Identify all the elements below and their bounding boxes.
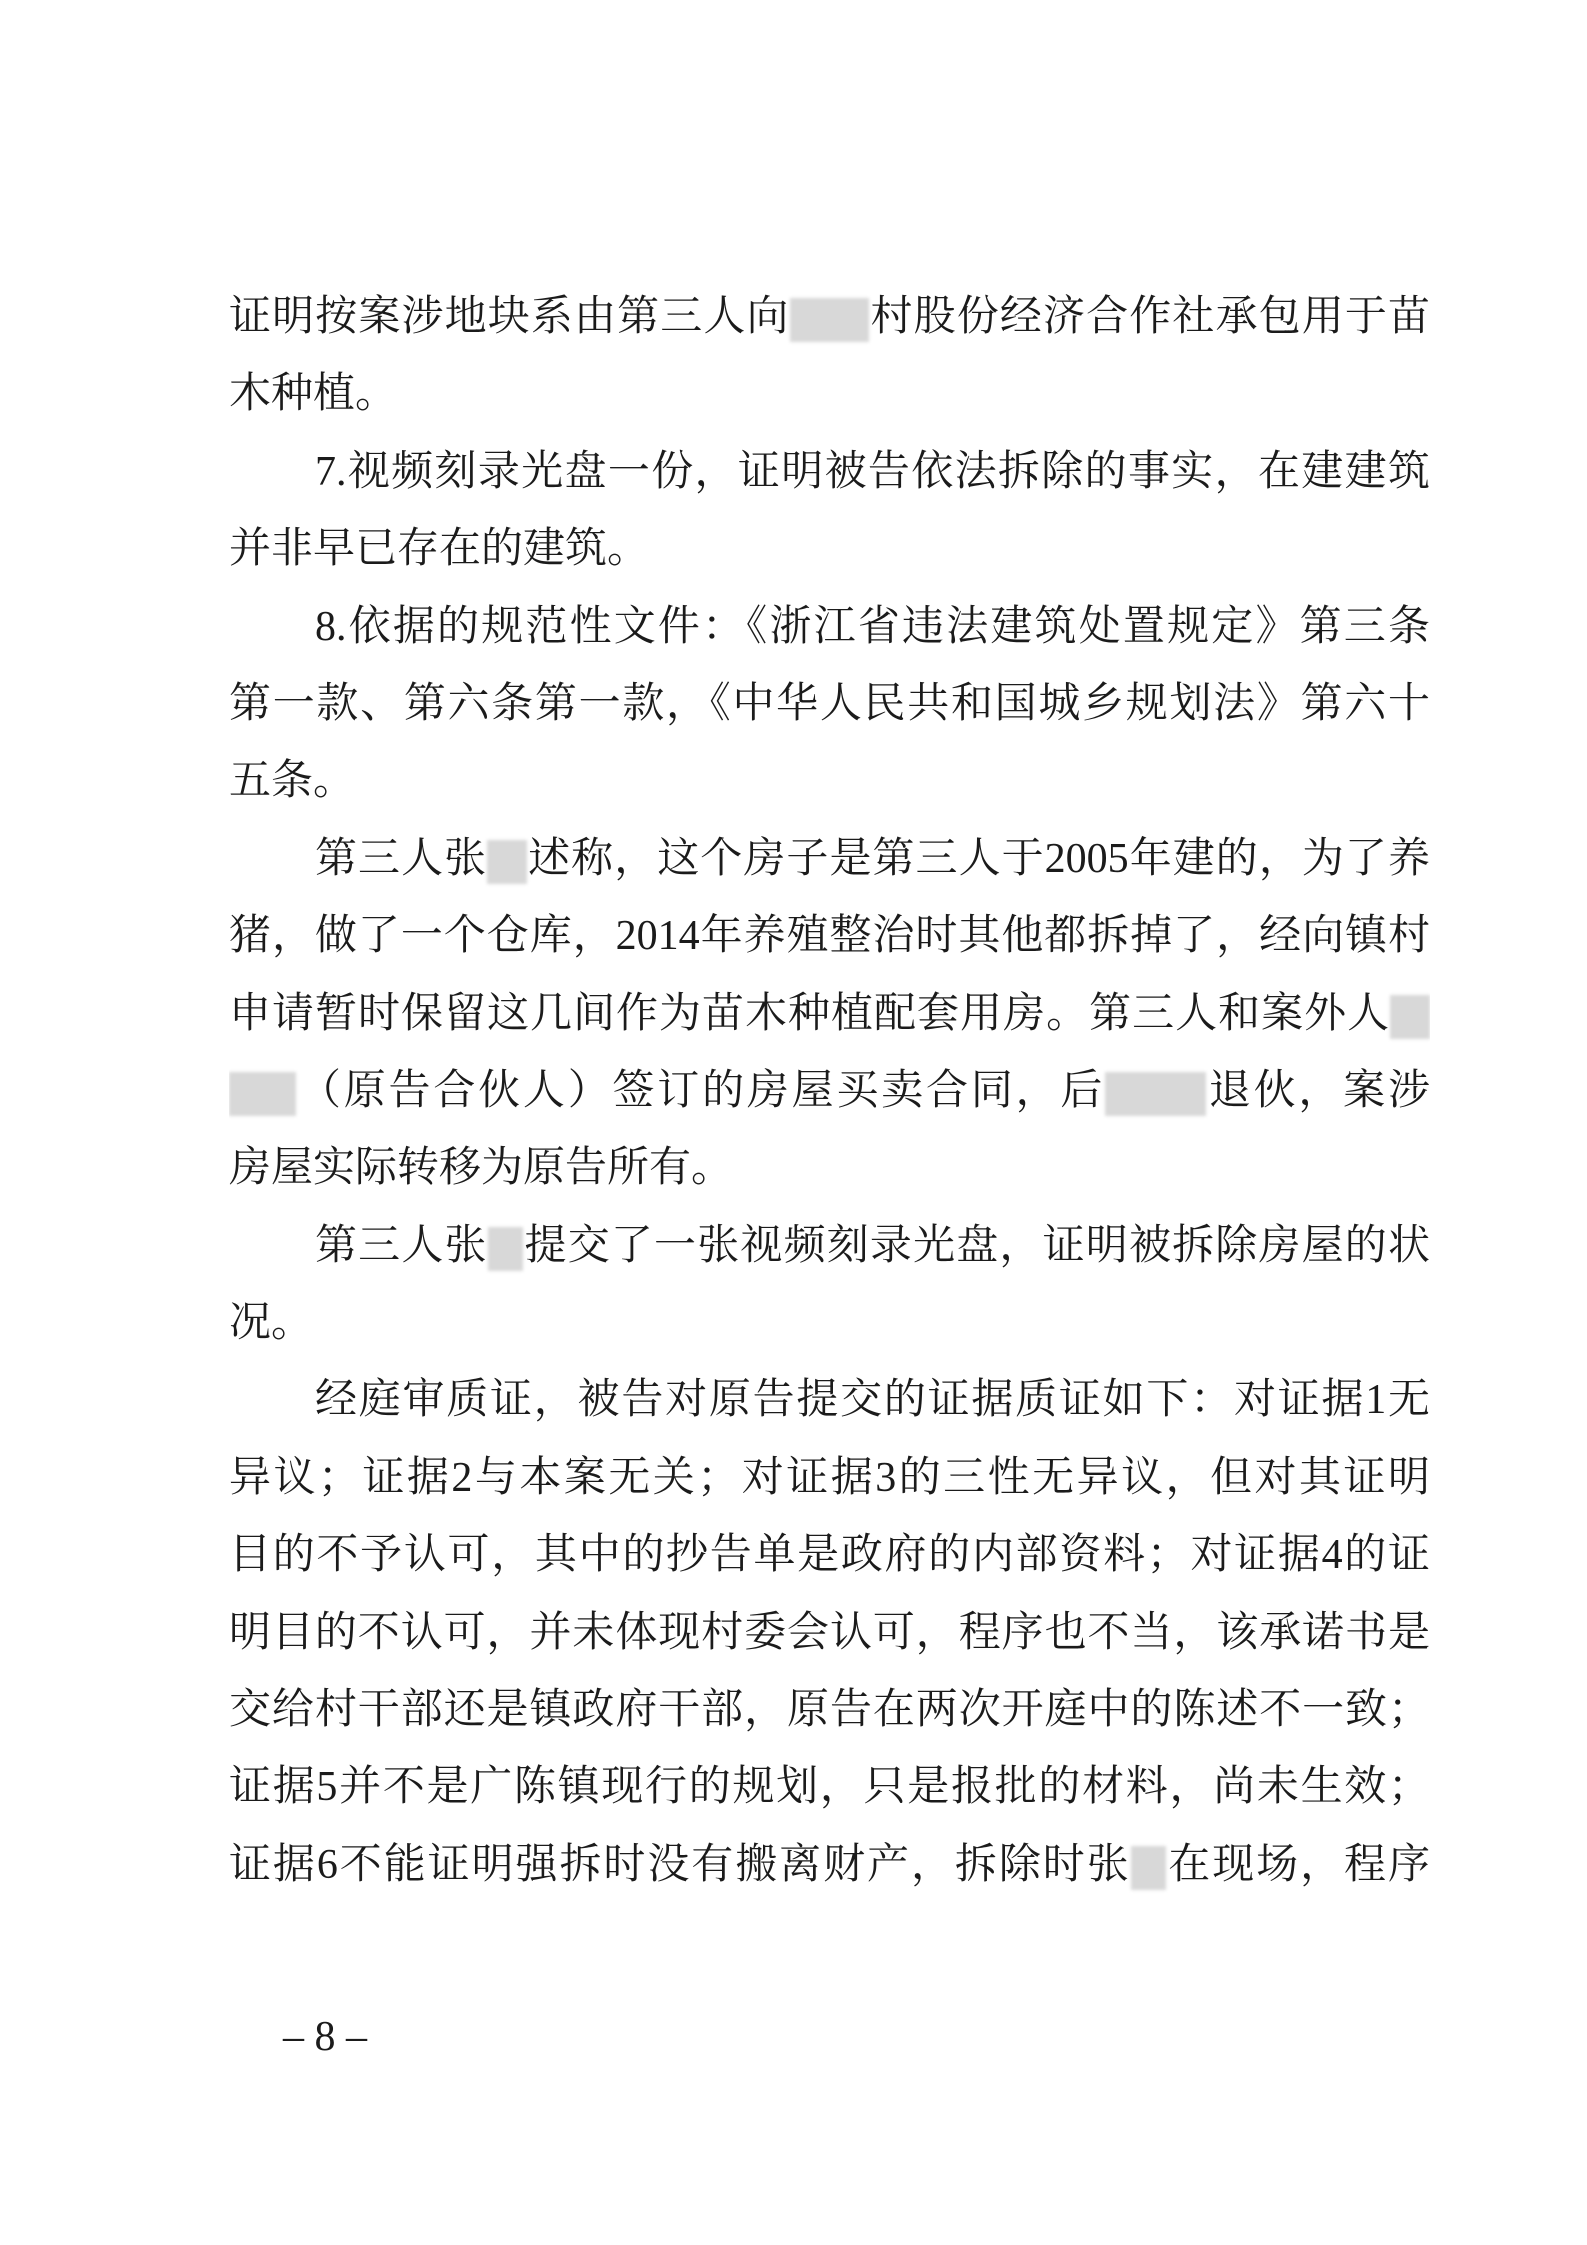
redaction-mark (1131, 1846, 1167, 1890)
redaction-mark (488, 1227, 524, 1271)
text-line (229, 743, 1430, 820)
text-segment: 第三人张 (315, 1222, 488, 1269)
text-line (229, 1749, 1430, 1826)
text-segment: 况。 (229, 1300, 314, 1347)
text-line (229, 898, 1430, 975)
text-segment: 并非早已存在的建筑。 (229, 526, 650, 573)
text-segment: 目的不予认可，其中的抄告单是政府的内部资料；对证据4的证 (229, 1532, 1430, 1579)
text-segment: 房屋实际转移为原告所有。 (229, 1145, 734, 1192)
text-line (229, 1672, 1430, 1749)
text-line (229, 821, 1430, 898)
text-segment: 第三人张 (315, 835, 488, 882)
text-segment: 申请暂时保留这几间作为苗木种植配套用房。第三人和案外人 (229, 990, 1391, 1037)
text-segment: 7.视频刻录光盘一份，证明被告依法拆除的事实，在建建筑 (315, 448, 1430, 495)
text-segment: 在现场，程序 (1166, 1841, 1430, 1888)
text-line (229, 666, 1430, 743)
text-segment: 明目的不认可，并未体现村委会认可，程序也不当，该承诺书是 (229, 1609, 1430, 1656)
text-line (229, 279, 1430, 356)
text-segment: 退伙，案涉 (1206, 1067, 1430, 1114)
text-segment: 8.依据的规范性文件：《浙江省违法建筑处置规定》第三条 (315, 603, 1430, 650)
text-segment: 五条。 (229, 758, 356, 805)
text-line (229, 356, 1430, 433)
page-number: – 8 – (283, 2014, 367, 2060)
text-line (229, 1517, 1430, 1594)
text-line (229, 1053, 1430, 1130)
text-segment: 述称，这个房子是第三人于2005年建的，为了养 (527, 835, 1430, 882)
text-line (229, 1440, 1430, 1517)
text-segment: 木种植。 (229, 371, 398, 418)
text-line (229, 1362, 1430, 1439)
text-segment: 证据6不能证明强拆时没有搬离财产，拆除时张 (229, 1841, 1131, 1888)
text-line (229, 1130, 1430, 1207)
text-segment: 异议；证据2与本案无关；对证据3的三性无异议，但对其证明 (229, 1454, 1430, 1501)
text-segment: 经庭审质证，被告对原告提交的证据质证如下：对证据1无 (315, 1377, 1430, 1424)
redaction-mark (1105, 1072, 1206, 1116)
document-body-text (229, 279, 1430, 1904)
redaction-mark (487, 840, 527, 884)
text-line (229, 976, 1430, 1053)
text-line (229, 1208, 1430, 1285)
redaction-mark (790, 298, 870, 342)
text-segment: 村股份经济合作社承包用于苗 (869, 294, 1430, 340)
text-line (229, 1827, 1430, 1904)
text-line (229, 511, 1430, 588)
text-segment: 猪，做了一个仓库，2014年养殖整治时其他都拆掉了，经向镇村 (229, 913, 1430, 960)
text-line (229, 434, 1430, 511)
text-segment: 提交了一张视频刻录光盘，证明被拆除房屋的状 (523, 1222, 1430, 1269)
text-line (229, 1285, 1430, 1362)
text-segment: 证明按案涉地块系由第三人向 (229, 294, 790, 340)
text-segment: 交给村干部还是镇政府干部，原告在两次开庭中的陈述不一致； (229, 1687, 1430, 1734)
text-segment: 证据5并不是广陈镇现行的规划，只是报批的材料，尚未生效； (229, 1764, 1430, 1811)
redaction-mark (1390, 995, 1430, 1039)
redaction-mark (229, 1072, 296, 1116)
text-segment: 第一款、第六条第一款，《中华人民共和国城乡规划法》第六十 (229, 680, 1430, 727)
text-segment: （原告合伙人）签订的房屋买卖合同，后 (296, 1067, 1106, 1114)
text-line (229, 1595, 1430, 1672)
text-line (229, 589, 1430, 666)
